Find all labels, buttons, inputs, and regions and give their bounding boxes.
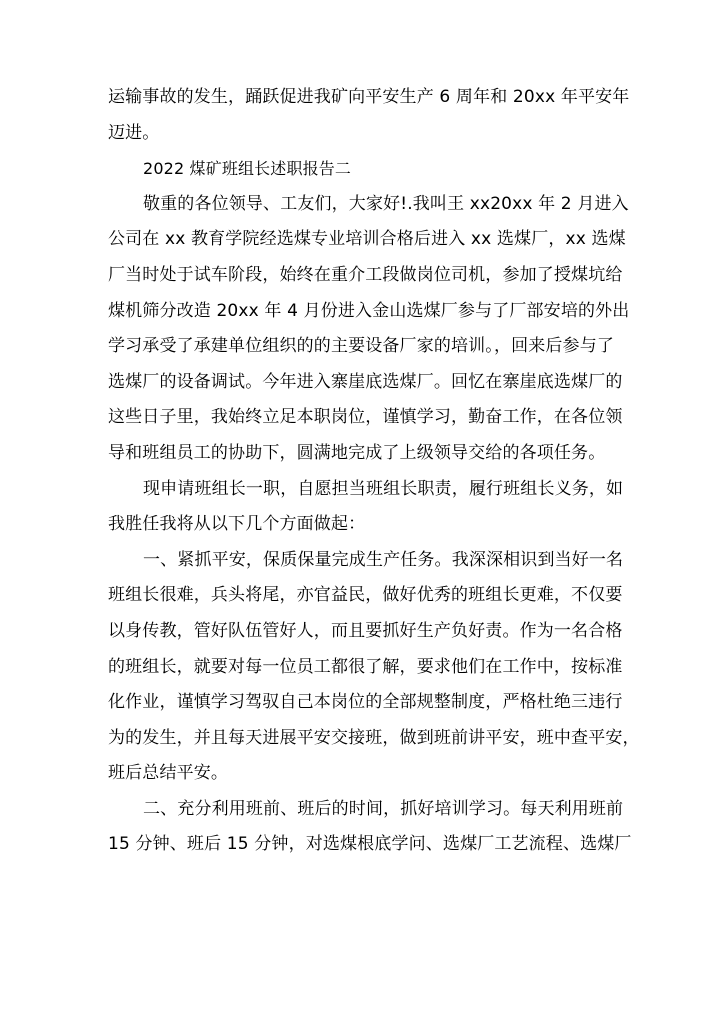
text-line: 运输事故的发生，踊跃促进我矿向平安生产 6 周年和 20xx 年平安年: [108, 87, 630, 107]
text-line: 二、充分利用班前、班后的时间，抓好培训学习。每天利用班前: [143, 798, 624, 819]
text-line: 煤机筛分改造 20xx 年 4 月份进入金山选煤厂参与了厂部安培的外出: [108, 300, 630, 321]
text-line: 敬重的各位领导、工友们，大家好!.我叫王 xx20xx 年 2 月进入: [143, 193, 629, 214]
text-line: 我胜任我将从以下几个方面做起：: [108, 514, 366, 535]
text-line: 为的发生，并且每天进展平安交接班，做到班前讲平安，班中查平安，: [108, 727, 640, 748]
text-line: 迈进。: [108, 122, 160, 143]
text-line: 一、紧抓平安，保质保量完成生产任务。我深深相识到当好一名: [143, 549, 624, 570]
text-line: 导和班组员工的协助下，圆满地完成了上级领导交给的各项任务。: [108, 442, 606, 463]
text-line: 的班组长，就要对每一位员工都很了解，要求他们在工作中，按标准: [108, 656, 623, 677]
text-line: 公司在 xx 教育学院经选煤专业培训合格后进入 xx 选煤厂，xx 选煤: [108, 229, 626, 250]
text-line: 班后总结平安。: [108, 763, 229, 784]
text-line: 学习承受了承建单位组织的的主要设备厂家的培训。，回来后参与了: [108, 336, 614, 357]
text-line: 现申请班组长一职，自愿担当班组长职责，履行班组长义务，如: [143, 478, 624, 499]
text-line: 班组长很难，兵头将尾，亦官益民，做好优秀的班组长更难，不仅要: [108, 585, 623, 606]
section-title: 2022 煤矿班组长述职报告二: [143, 159, 352, 179]
text-line: 以身传教，管好队伍管好人，而且要抓好生产负好责。作为一名合格: [108, 620, 623, 641]
text-line: 化作业，谨慎学习驾驭自己本岗位的全部规整制度，严格杜绝三违行: [108, 692, 623, 713]
text-line: 15 分钟、班后 15 分钟，对选煤根底学问、选煤厂工艺流程、选煤厂: [108, 834, 632, 855]
text-line: 厂当时处于试车阶段，始终在重介工段做岗位司机，参加了授煤坑给: [108, 264, 623, 285]
text-line: 选煤厂的设备调试。今年进入寨崖底选煤厂。回忆在寨崖底选煤厂的: [108, 371, 623, 392]
document-body: [108, 80, 640, 863]
text-line: 这些日子里，我始终立足本职岗位，谨慎学习，勤奋工作，在各位领: [108, 407, 623, 428]
